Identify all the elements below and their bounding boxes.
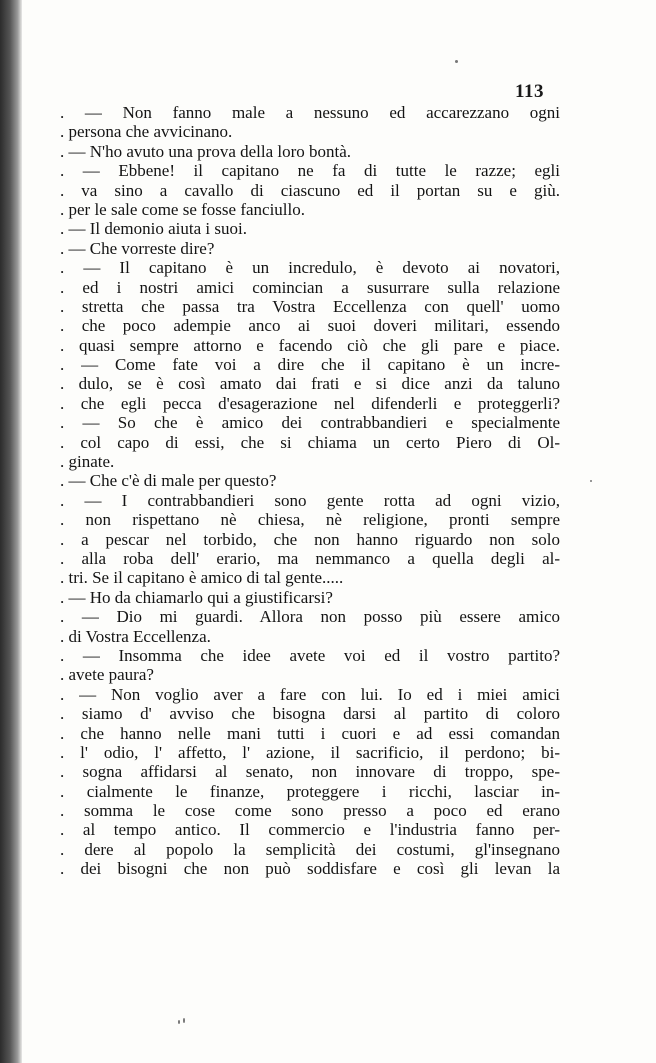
text-line: . — Non fanno male a nessuno ed accarezzano ogni bbox=[60, 103, 560, 122]
text-line: . per le sale come se fosse fanciullo. bbox=[60, 199, 305, 219]
text-line: . quasi sempre attorno e facendo ciò che gli pare e piace. bbox=[60, 335, 560, 355]
text-line: . — Che vorreste dire? bbox=[60, 238, 215, 258]
page-spine-shadow bbox=[0, 0, 22, 1063]
text-line: . — Insomma che idee avete voi ed il vostro partito? bbox=[60, 645, 560, 665]
text-line: . — Che c'è di male per questo? bbox=[60, 471, 277, 491]
text-line: . stretta che passa tra Vostra Eccellenza con quell' uomo bbox=[60, 296, 560, 316]
paper-speck bbox=[178, 1020, 180, 1024]
text-line: . tri. Se il capitano è amico di tal gente..... bbox=[60, 568, 344, 588]
text-line: . dere al popolo la semplicità dei costumi, gl'insegnano bbox=[60, 839, 560, 859]
page-number: 113 bbox=[515, 81, 544, 102]
text-line: . di Vostra Eccellenza. bbox=[60, 626, 211, 646]
text-line: . — Ebbene! il capitano ne fa di tutte le razze; egli bbox=[60, 161, 560, 181]
text-line: . — I contrabbandieri sono gente rotta ad ogni vizio, bbox=[60, 490, 560, 510]
paper-speck bbox=[455, 60, 458, 63]
text-line: . — Dio mi guardi. Allora non posso più essere amico bbox=[60, 607, 560, 627]
text-line: . ed i nostri amici comincian a susurrare sulla relazione bbox=[60, 277, 560, 297]
text-line: . a pescar nel torbido, che non hanno riguardo non solo bbox=[60, 529, 560, 549]
text-line: . persona che avvicinano. bbox=[60, 122, 233, 142]
text-line: . che hanno nelle mani tutti i cuori e ad essi comandan bbox=[60, 723, 560, 743]
text-line: . avete paura? bbox=[60, 665, 154, 685]
page-text bbox=[60, 103, 560, 879]
text-line: . — Non voglio aver a fare con lui. Io ed i miei amici bbox=[60, 684, 560, 704]
text-line: . va sino a cavallo di ciascuno ed il portan su e giù. bbox=[60, 180, 560, 200]
text-line: . al tempo antico. Il commercio e l'industria fanno per- bbox=[60, 820, 560, 840]
text-line: . siamo d' avviso che bisogna darsi al partito di coloro bbox=[60, 704, 560, 724]
text-line: . — Come fate voi a dire che il capitano è un incre- bbox=[60, 355, 560, 375]
text-line: . dulo, se è così amato dai frati e si dice anzi da taluno bbox=[60, 374, 560, 394]
text-line: . — Il demonio aiuta i suoi. bbox=[60, 219, 247, 239]
text-line: . che egli pecca d'esagerazione nel difenderli e proteggerli? bbox=[60, 393, 560, 413]
text-line: . ginate. bbox=[60, 452, 115, 472]
paper-speck bbox=[590, 480, 592, 482]
text-line: . — Ho da chiamarlo qui a giustificarsi? bbox=[60, 587, 333, 607]
text-line: . somma le cose come sono presso a poco ed erano bbox=[60, 801, 560, 821]
text-line: . alla roba dell' erario, ma nemmanco a quella degli al- bbox=[60, 548, 560, 568]
text-line: . col capo di essi, che si chiama un certo Piero di Ol- bbox=[60, 432, 560, 452]
text-line: . che poco adempie anco ai suoi doveri militari, essendo bbox=[60, 316, 560, 336]
text-line: . l' odio, l' affetto, l' azione, il sacrificio, il perdono; bi- bbox=[60, 742, 560, 762]
text-line: . cialmente le finanze, proteggere i ricchi, lasciar in- bbox=[60, 781, 560, 801]
paper-speck bbox=[183, 1018, 185, 1023]
text-line: . sogna affidarsi al senato, non innovare di troppo, spe- bbox=[60, 762, 560, 782]
text-line: . — N'ho avuto una prova della loro bontà. bbox=[60, 141, 352, 161]
text-line: . — Il capitano è un incredulo, è devoto ai novatori, bbox=[60, 258, 560, 278]
text-line: . non rispettano nè chiesa, nè religione, pronti sempre bbox=[60, 510, 560, 530]
text-line: . — So che è amico dei contrabbandieri e specialmente bbox=[60, 413, 560, 433]
text-line: . dei bisogni che non può soddisfare e così gli levan la bbox=[60, 859, 560, 879]
